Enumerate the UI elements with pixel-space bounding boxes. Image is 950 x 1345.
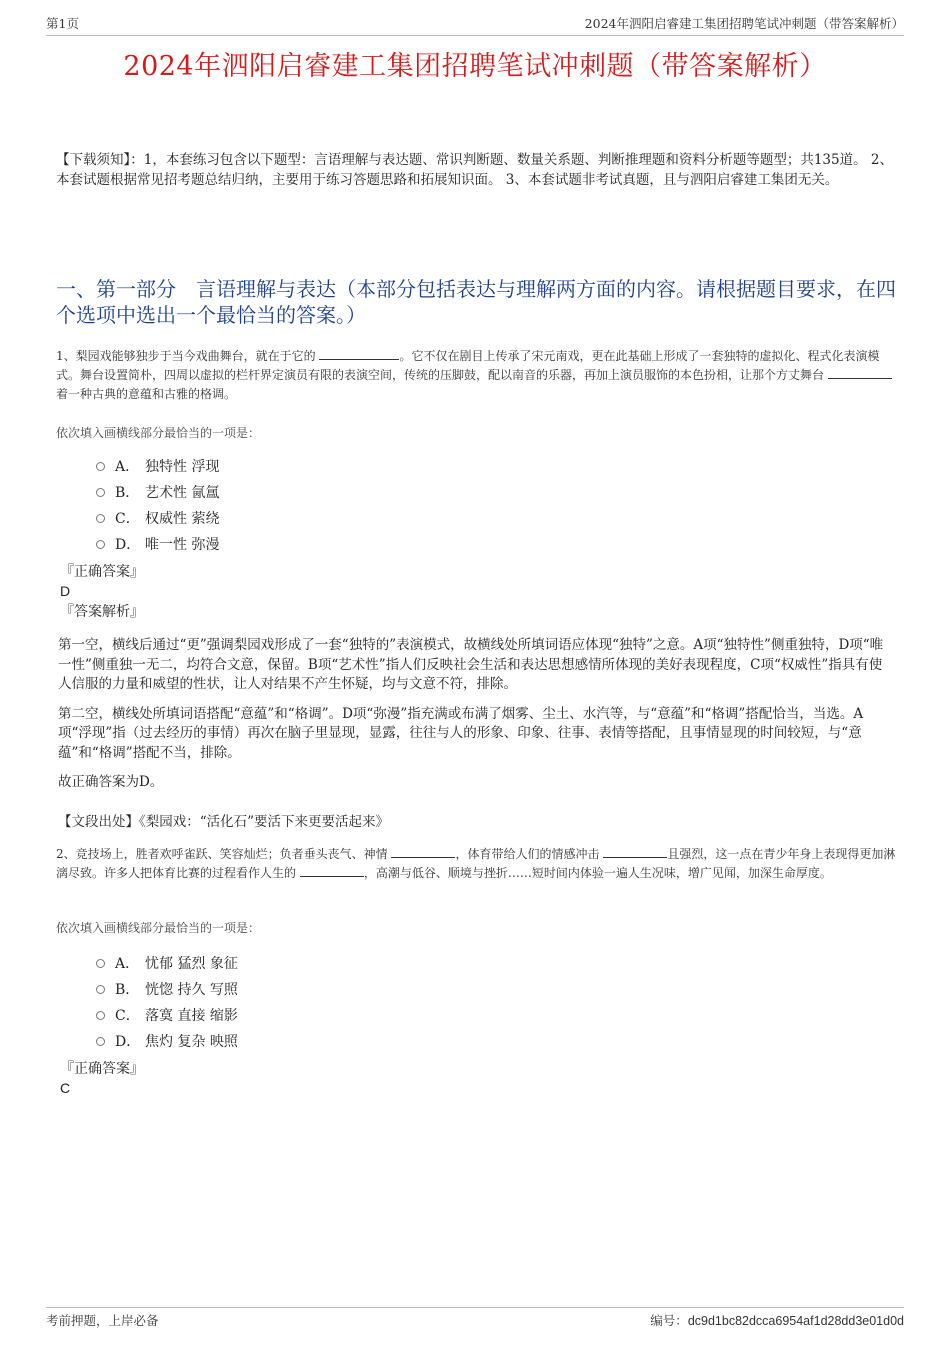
radio-icon[interactable] bbox=[96, 462, 105, 471]
question-1-options bbox=[96, 453, 219, 557]
radio-icon[interactable] bbox=[96, 1037, 105, 1046]
download-notice: 【下载须知】：1，本套练习包含以下题型：言语理解与表达题、常识判断题、数量关系题、判断推理题和资料分析题等题型；共135道。 2、本套试题根据常见招考题总结归纳，主要用于练习答题思路和拓展知识面。 3、本套试题非考试真题，且与泗阳启睿建工集团无关。 bbox=[56, 152, 893, 188]
question-1-analysis bbox=[58, 636, 890, 803]
question-2-prompt: 依次填入画横线部分最恰当的一项是： bbox=[56, 921, 261, 935]
option-b[interactable]: B． 恍惚 持久 写照 bbox=[96, 976, 238, 1002]
radio-icon[interactable] bbox=[96, 540, 105, 549]
blank-2 bbox=[828, 366, 892, 379]
radio-icon[interactable] bbox=[96, 1011, 105, 1020]
document-title: 2024年泗阳启睿建工集团招聘笔试冲刺题（带答案解析） bbox=[123, 51, 827, 82]
question-2-text: 2、竞技场上，胜者欢呼雀跃、笑容灿烂；负者垂头丧气、神情 ，体育带给人们的情感冲击 且强烈，这一点在青少年身上表现得更加淋漓尽致。许多人把体育比赛的过程看作人生的 ，高潮与低谷、顺境与挫折……短时间内体验一遍人生况味，增广见闻，加深生命厚度。 bbox=[56, 847, 896, 880]
option-a[interactable]: A． 忧郁 猛烈 象征 bbox=[96, 950, 238, 976]
analysis-paragraph: 第二空，横线处所填词语搭配“意蕴”和“格调”。D项“弥漫”指充满或布满了烟雾、尘土、水汽等，与“意蕴”和“格调”搭配恰当，当选。A项“浮现”指（过去经历的事情）再次在脑子里显现，显露，往往与人的形象、印象、往事、表情等搭配，且事情显现的时间较短，与“意蕴”和“格调”搭配不当，排除。 bbox=[58, 705, 864, 761]
option-d[interactable]: D． 唯一性 弥漫 bbox=[96, 531, 219, 557]
option-b[interactable]: B． 艺术性 氤氲 bbox=[96, 479, 219, 505]
radio-icon[interactable] bbox=[96, 959, 105, 968]
radio-icon[interactable] bbox=[96, 514, 105, 523]
question-1-answer bbox=[60, 563, 144, 622]
page-header bbox=[46, 14, 904, 36]
blank-2 bbox=[603, 845, 667, 858]
option-c[interactable]: C． 权威性 萦绕 bbox=[96, 505, 219, 531]
footer-code: 编号：dc9d1bc82dcca6954af1d28dd3e01d0d bbox=[650, 1313, 904, 1328]
question-1-source: 【文段出处】《梨园戏：“活化石”要活下来更要活起来》 bbox=[58, 814, 390, 830]
section-title: 一、第一部分 言语理解与表达（本部分包括表达与理解两方面的内容。请根据题目要求，在四个选项中选出一个最恰当的答案。） bbox=[56, 277, 896, 327]
page-number: 第1页 bbox=[46, 16, 79, 31]
analysis-paragraph: 故正确答案为D。 bbox=[58, 774, 164, 790]
blank-3 bbox=[300, 864, 364, 877]
question-1-text: 1、梨园戏能够独步于当今戏曲舞台，就在于它的 。它不仅在剧目上传承了宋元南戏，更在此基础上形成了一套独特的虚拟化、程式化表演模式。舞台设置简朴，四周以虚拟的栏杆界定演员有限的表演空间，传统的压脚鼓，配以南音的乐器，再加上演员服饰的本色扮相，让那个方丈舞台 着一种古典的意蕴和古雅的格调。 bbox=[56, 347, 901, 404]
option-c[interactable]: C． 落寞 直接 缩影 bbox=[96, 1002, 238, 1028]
option-a[interactable]: A． 独特性 浮现 bbox=[96, 453, 219, 479]
radio-icon[interactable] bbox=[96, 488, 105, 497]
blank-1 bbox=[391, 845, 455, 858]
radio-icon[interactable] bbox=[96, 985, 105, 994]
answer-value: C bbox=[60, 1080, 71, 1096]
answer-label: 『正确答案』 bbox=[60, 1061, 144, 1077]
header-doc-title: 2024年泗阳启睿建工集团招聘笔试冲刺题（带答案解析） bbox=[584, 16, 904, 31]
footer-slogan: 考前押题，上岸必备 bbox=[46, 1313, 159, 1328]
blank-1 bbox=[319, 347, 399, 360]
answer-value: D bbox=[60, 583, 71, 599]
question-2-answer bbox=[60, 1060, 144, 1098]
page-footer bbox=[46, 1307, 904, 1329]
question-2-options bbox=[96, 950, 238, 1054]
option-d[interactable]: D． 焦灼 复杂 映照 bbox=[96, 1028, 238, 1054]
analysis-label: 『答案解析』 bbox=[60, 604, 144, 620]
question-1-prompt: 依次填入画横线部分最恰当的一项是： bbox=[56, 426, 261, 440]
answer-label: 『正确答案』 bbox=[60, 564, 144, 580]
analysis-paragraph: 第一空，横线后通过“更”强调梨园戏形成了一套“独特的”表演模式，故横线处所填词语应体现“独特”之意。A项“独特性”侧重独特，D项“唯一性”侧重独一无二，均符合文意，保留。B项“艺术性”指人们反映社会生活和表达思想感情所体现的美好表现程度，C项“权威性”指具有使人信服的力量和威望的性状，让人对结果不产生怀疑，均与文意不符，排除。 bbox=[58, 637, 884, 692]
